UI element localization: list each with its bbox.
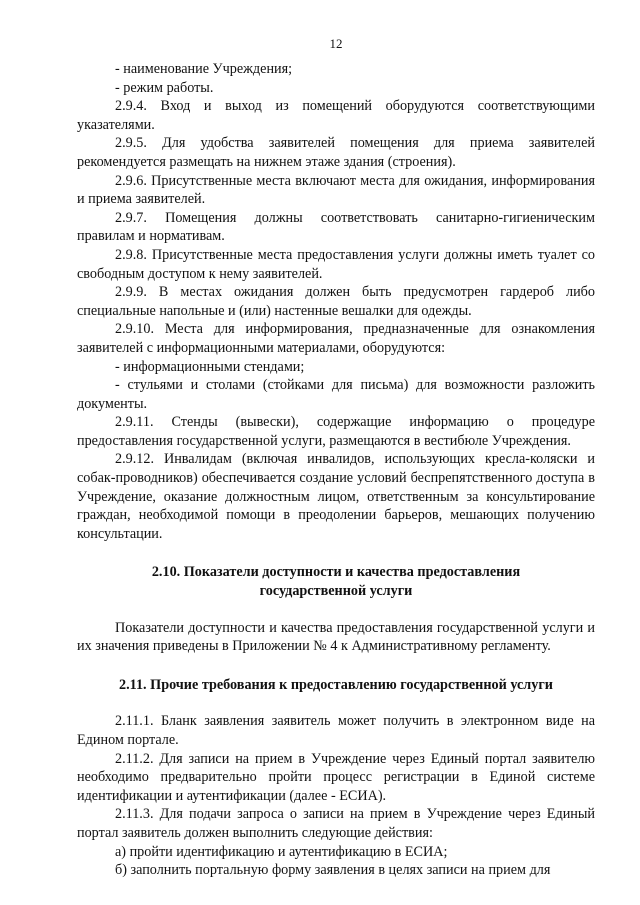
paragraph-2-9-8: 2.9.8. Присутственные места предоставления услуги должны иметь туалет со свободным доступом к нему заявителей. [77, 246, 595, 282]
list-item-fill-form: б) заполнить портальную форму заявления в целях записи на прием для [115, 862, 551, 879]
list-item-chairs-tables: - стульями и столами (стойками для письма) для возможности разложить документы. [77, 377, 595, 412]
list-item-working-hours: - режим работы. [115, 79, 214, 96]
section-2-9-body [77, 60, 595, 543]
paragraph-2-9-9: 2.9.9. В местах ожидания должен быть предусмотрен гардероб либо специальные напольные и (или) настенные вешалки для одежды. [77, 284, 595, 319]
section-2-10-heading-line1: 2.10. Показатели доступности и качества предоставления [151, 564, 521, 581]
paragraph-2-9-4: 2.9.4. Вход и выход из помещений оборудуются соответствующими указателями. [77, 98, 595, 133]
section-2-11-heading: 2.11. Прочие требования к предоставлению государственной услуги [119, 676, 553, 693]
section-2-11 [77, 676, 595, 880]
paragraph-2-9-7: 2.9.7. Помещения должны соответствовать санитарно-гигиеническим правилам и нормативам. [77, 209, 595, 245]
paragraph-2-9-6: 2.9.6. Присутственные места включают места для ожидания, информирования и приема заявителей. [77, 172, 595, 208]
list-item-info-stands: - информационными стендами; [115, 358, 305, 375]
paragraph-2-11-1: 2.11.1. Бланк заявления заявитель может получить в электронном виде на Едином портале. [77, 713, 595, 748]
paragraph-2-9-12: 2.9.12. Инвалидам (включая инвалидов, использующих кресла-коляски и собак-проводников) обеспечивается создание условий беспрепятственного доступа в Учреждение, оказание должностным лицом, ответственным за консультирование граждан, необходимой помощи в преодолении барьеров, мешающих получению консультации. [77, 451, 595, 542]
paragraph-2-9-10: 2.9.10. Места для информирования, предназначенные для ознакомления заявителей с информационными материалами, оборудуются: [77, 321, 595, 356]
list-item-esia-auth: а) пройти идентификацию и аутентификацию в ЕСИА; [115, 843, 448, 860]
section-2-10-heading-line2: государственной услуги [259, 583, 413, 600]
paragraph-2-11-3: 2.11.3. Для подачи запроса о записи на прием в Учреждение через Единый портал заявитель должен выполнить следующие действия: [77, 806, 595, 841]
list-item-institution-name: - наименование Учреждения; [115, 61, 293, 77]
paragraph-2-11-2: 2.11.2. Для записи на прием в Учреждение через Единый портал заявителю необходимо предварительно пройти процесс регистрации в Единой системе идентификации и аутентификации (далее - ЕСИА). [77, 750, 595, 804]
page-number: 12 [329, 36, 343, 51]
paragraph-2-9-11: 2.9.11. Стенды (вывески), содержащие информацию о процедуре предоставления государственной услуги, размещаются в вестибюле Учреждения. [77, 414, 595, 449]
paragraph-2-10: Показатели доступности и качества предоставления государственной услуги и их значения приведены в Приложении № 4 к Административному регламенту. [77, 619, 595, 655]
paragraph-2-9-5: 2.9.5. Для удобства заявителей помещения для приема заявителей рекомендуется размещать на нижнем этаже здания (строения). [77, 135, 595, 170]
section-2-10 [77, 563, 595, 655]
